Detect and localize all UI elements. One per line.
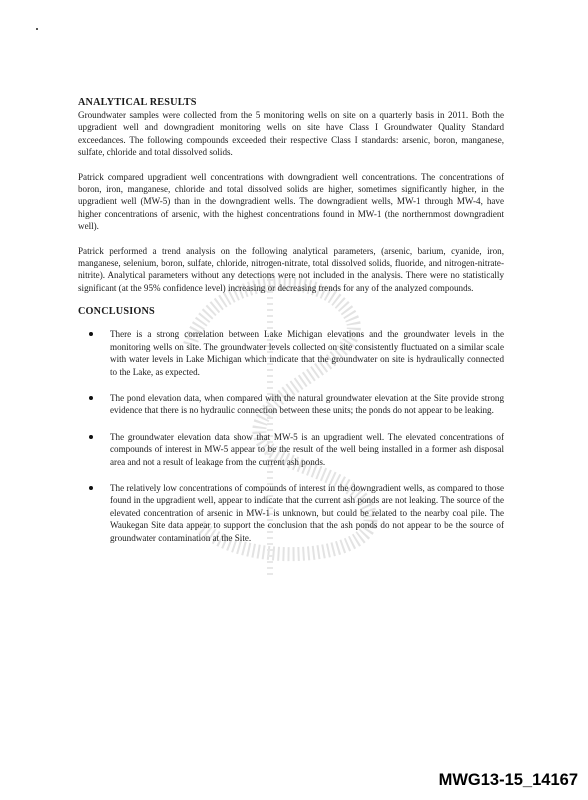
conclusion-text: The groundwater elevation data show that MW-5 is an upgradient well. The elevated concentrations of compounds of interest in MW-5 appear to be the result of the well being installed in a former ash disposal area and not a result of leakage from the current ash ponds. <box>110 431 504 467</box>
bates-number: MWG13-15_14167 <box>438 771 578 789</box>
bullet-icon <box>89 486 93 490</box>
bullet-icon <box>89 435 93 439</box>
bullet-icon <box>89 332 93 336</box>
conclusions-heading: CONCLUSIONS <box>78 306 155 318</box>
scan-speck <box>36 28 38 30</box>
conclusion-text: The relatively low concentrations of compounds of interest in the downgradient wells, as compared to those found in the upgradient well, appear to indicate that the current ash ponds are not leaking. The source of the elevated concentration of arsenic in MW-1 is unknown, but could be related to the nearby coal pile. The Waukegan Site data appear to support the conclusion that the ash ponds do not appear to be the source of groundwater contamination at the Site. <box>110 482 504 543</box>
bullet-icon <box>89 396 93 400</box>
conclusion-text: The pond elevation data, when compared with the natural groundwater elevation at the Site provide strong evidence that there is no hydraulic connection between these units; the ponds do not appear to be leaking. <box>110 392 504 416</box>
paragraph-sampling: Groundwater samples were collected from the 5 monitoring wells on site on a quarterly basis in 2011. Both the upgradient well and downgradient monitoring wells on site have Class I Groundwater Quality Standard exceedances. The following compounds exceeded their respective Class I standards: arsenic, boron, manganese, sulfate, chloride and total dissolved solids. <box>78 110 504 158</box>
conclusion-text: There is a strong correlation between Lake Michigan elevations and the groundwater levels in the monitoring wells on site. The groundwater levels collected on site consistently fluctuated on a similar scale with water levels in Lake Michigan which indicate that the groundwater on site is hydraulically connected to the Lake, as expected. <box>110 329 504 377</box>
paragraph-trend-analysis: Patrick performed a trend analysis on the following analytical parameters, (arsenic, barium, cyanide, iron, manganese, selenium, boron, sulfate, chloride, nitrogen-nitrate, total dissolved solids, fluoride, and nitrogen-nitrate-nitrite). Analytical parameters without any detections were not included in the analysis. There were no statistically significant (at the 95% confidence level) increasing or decreasing trends for any of the analyzed compounds. <box>78 245 504 293</box>
analytical-results-heading: ANALYTICAL RESULTS <box>78 97 197 108</box>
paragraph-comparison: Patrick compared upgradient well concentrations with downgradient well concentrations. The concentrations of boron, iron, manganese, chloride and total dissolved solids are higher, sometimes significantly higher, in the upgradient well (MW-5) than in the downgradient wells. The downgradient wells, MW-1 through MW-4, have higher concentrations of arsenic, with the highest concentrations found in MW-1 (the northernmost downgradient well). <box>78 171 504 232</box>
list-item <box>78 328 504 378</box>
list-item <box>78 482 504 544</box>
list-item <box>78 431 504 468</box>
list-item <box>78 392 504 417</box>
document-body <box>78 97 504 558</box>
conclusions-list <box>78 328 504 544</box>
